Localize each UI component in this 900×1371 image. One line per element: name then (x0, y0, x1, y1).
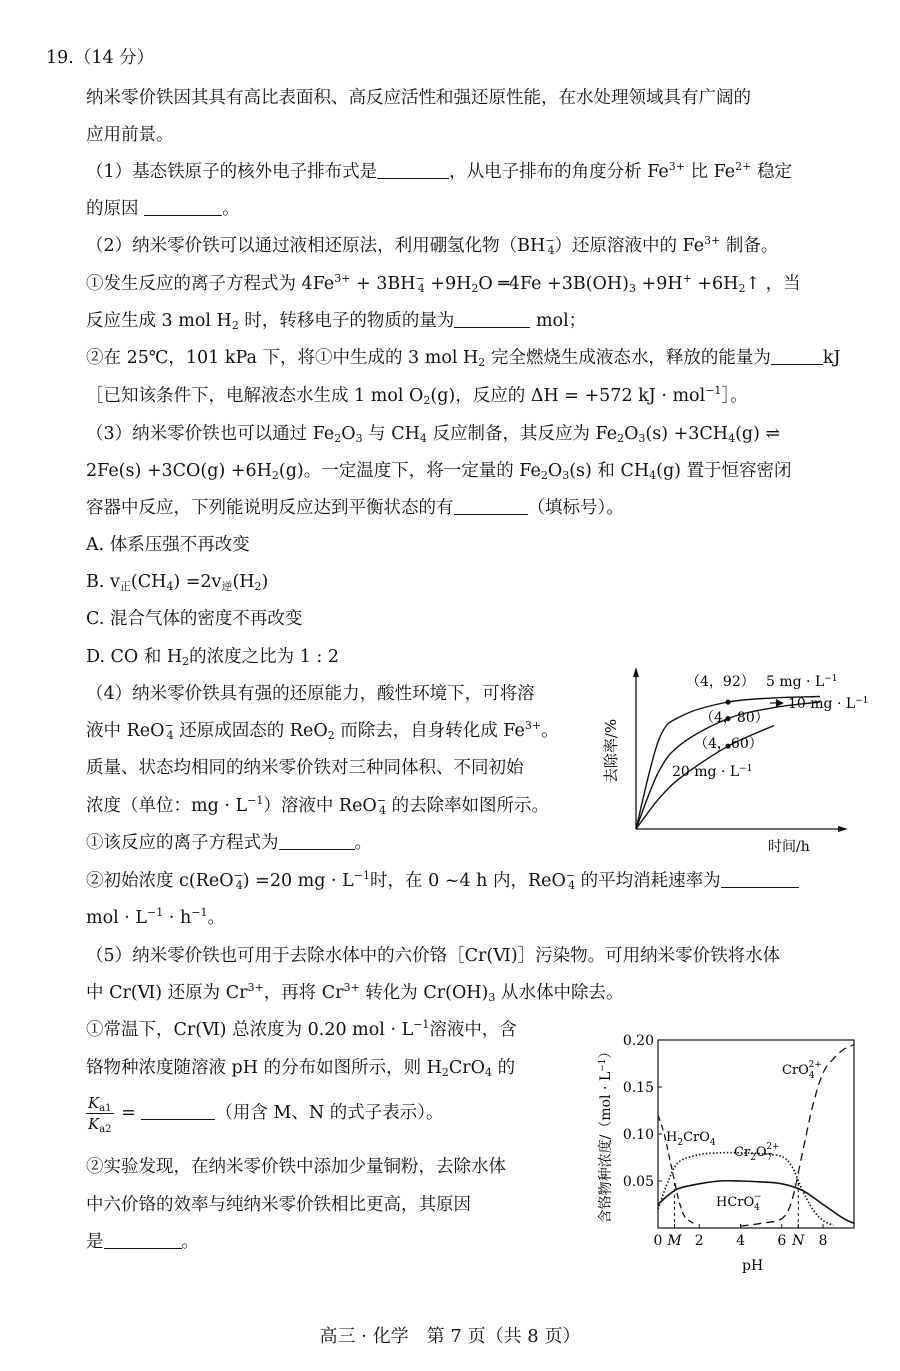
option-c: C. 混合气体的密度不再改变 (86, 609, 303, 629)
part5-line-4: 铬物种浓度随溶液 pH 的分布如图所示，则 $H_2CrO_4$ 的 (86, 1058, 516, 1079)
part5-fraction-line: $\frac{K_{a1}}{K_{a2}}$ = （用含 M、N 的式子表示）。 (88, 1094, 444, 1135)
point-curve-5mg-t4 (725, 699, 730, 704)
removal-rate-chart (600, 665, 870, 865)
part4-line-5: ①该反应的离子方程式为 。 (86, 833, 372, 853)
option-d: D. CO 和 $H_2$的浓度之比为 1 : 2 (86, 647, 340, 668)
chart2-xtick-label: 8 (818, 1233, 828, 1249)
part5-line-6: ②实验发现，在纳米零价铁中添加少量铜粉，去除水体 (86, 1157, 506, 1177)
chart2-label-cr2o7: $Cr_2O_72+$ (734, 1142, 780, 1163)
part5-line-2: 中 Cr(Ⅵ) 还原为 $Cr^{3+}$，再将 $Cr^{3+}$ 转化为 $Cr(OH)_3$ 从水体中除去。 (86, 981, 624, 1004)
chart2-xtick-label: 6 (777, 1233, 787, 1249)
ka-ratio: $\frac{K_{a1}}{K_{a2}}$ (88, 1094, 112, 1135)
chart1-xlabel: 时间/h (768, 839, 810, 855)
chart2-ylabel: 含铬物种浓度$/(mol \cdot L^{-1})$ (598, 1044, 614, 1224)
curve-hcro4 (658, 1181, 854, 1224)
part3-line-1: （3）纳米零价铁也可以通过 $Fe_2O_3$ 与 $CH_4$ 反应制备，其反应为 $Fe_2O_3(s) +3CH_4(g)$ ⇌ (86, 424, 781, 445)
chart2-ytick-label: 0.20 (622, 1033, 654, 1049)
chart2-label-cro4: CrO$_4$2+ (782, 1060, 822, 1081)
chart2-xtick-label: 2 (694, 1233, 704, 1249)
chart2-ytick-label: 0.15 (622, 1080, 654, 1096)
chart1-series-label-20: 20 mg · $L^{-1}$ (672, 764, 753, 780)
part1-line-1: （1）基态铁原子的核外电子排布式是 ，从电子排布的角度分析 $Fe^{3+}$ 比 $Fe^{2+}$ 稳定 (86, 160, 792, 182)
part2-line-5: ［已知该条件下，电解液态水生成 1 mol $O_2(g)$，反应的 ΔH = +572 kJ · mol$^{-1}$］。 (86, 384, 748, 407)
chart2-xtick-label: 4 (736, 1233, 745, 1249)
question-score: （14 分） (73, 48, 155, 68)
answer-blank-1b[interactable] (144, 199, 222, 216)
chart2-ytick-label: 0.10 (622, 1127, 654, 1143)
chromium-species-chart (588, 1030, 866, 1280)
answer-blank-3[interactable] (454, 498, 528, 515)
part5-line-8: 是 。 (86, 1232, 199, 1252)
part2-line-3: 反应生成 3 mol $H_2$ 时，转移电子的物质的量为 mol； (86, 311, 587, 332)
part4-line-3: 质量、状态均相同的纳米零价铁对三种同体积、不同初始 (86, 758, 524, 778)
chart1-ylabel: 去除率/% (602, 718, 620, 784)
part2-line-4: ②在 25℃，101 kPa 下，将①中生成的 3 mol $H_2$ 完全燃烧生成液态水，释放的能量为 kJ (86, 348, 841, 369)
chart2-ytick-label: 0.05 (622, 1174, 654, 1190)
answer-blank-2a[interactable] (454, 311, 530, 328)
chart1-x-arrow (838, 826, 848, 832)
chart1-series-label-5: 5 mg · $L^{-1}$ (766, 674, 838, 690)
intro-line-1: 纳米零价铁因其具有高比表面积、高反应活性和强还原性能，在水处理领域具有广阔的 (86, 88, 751, 108)
chart2-label-hcro4: HCrO$_4$− (716, 1192, 762, 1213)
part4-line-7: mol · $L^{-1} \cdot h^{-1}$。 (86, 906, 225, 928)
option-a: A. 体系压强不再改变 (86, 535, 250, 555)
chart1-ann-92: （4，92） (686, 674, 755, 690)
answer-blank-5a[interactable] (141, 1103, 215, 1120)
chart1-ann-60: （4，60） (694, 736, 763, 752)
part2-eq-line: ①发生反应的离子方程式为 $4Fe^{3+} + 3BH^-_4 +9H_2O$ ═4Fe $+3B(OH)_3 +9H^+$ $+6H_2↑$ ，当 (86, 272, 801, 295)
chart2-xtick-label: N (792, 1233, 805, 1249)
chart2-xtick-label: M (667, 1233, 682, 1249)
question-number: 19. (46, 48, 74, 68)
answer-blank-4a[interactable] (279, 833, 355, 850)
chart1-y-arrow (633, 667, 639, 677)
part3-line-3: 容器中反应，下列能说明反应达到平衡状态的有 （填标号）。 (86, 498, 624, 518)
chart2-xtick-label: 0 (653, 1233, 663, 1249)
curve-cr2o7 (658, 1153, 833, 1226)
chart1-series-label-10: 10 mg · $L^{-1}$ (788, 696, 869, 712)
answer-blank-5b[interactable] (104, 1232, 182, 1249)
answer-blank-2b[interactable] (771, 348, 823, 365)
part5-line-3: ①常温下，Cr(Ⅵ) 总浓度为 0.20 mol · $L^{-1}$溶液中，含 (86, 1018, 517, 1040)
part4-line-6: ②初始浓度 c(ReO−$_4$) =20 mg · $L^{-1}$时，在 0 ~4 h 内，ReO−$_4$ 的平均消耗速率为 (86, 869, 799, 893)
intro-line-2: 应用前景。 (86, 125, 174, 145)
part4-line-2: 液中 ReO−$_4$ 还原成固态的 ReO$_2$ 而除去，自身转化成 $Fe^{3+}$。 (86, 719, 559, 742)
part2-line-1: （2）纳米零价铁可以通过液相还原法，利用硼氢化物$(BH^-_4)$还原溶液中的 $Fe^{3+}$ 制备。 (86, 234, 779, 257)
part5-line-7: 中六价铬的效率与纯纳米零价铁相比更高，其原因 (86, 1195, 471, 1215)
chart1-ann-80: （4，80） (700, 710, 769, 726)
chart2-label-h2cro4: $H_2CrO_4$ (666, 1130, 716, 1148)
page-footer: 高三 · 化学 第 7 页（共 8 页） (319, 1326, 581, 1347)
option-b: B. $v_正(CH_4) =2v_逆(H_2)$ (86, 572, 269, 593)
part5-line-1: （5）纳米零价铁也可用于去除水体中的六价铬［Cr(Ⅵ)］污染物。可用纳米零价铁将水体 (86, 946, 781, 966)
answer-blank-1a[interactable] (377, 162, 449, 179)
chart2-xlabel: pH (742, 1258, 764, 1274)
part4-line-4: 浓度（单位：mg · $L^{-1}$）溶液中 ReO−$_4$ 的去除率如图所示。 (86, 794, 550, 817)
part1-line-2: 的原因 。 (86, 199, 240, 219)
answer-blank-4b[interactable] (721, 871, 799, 888)
question-header (46, 46, 154, 70)
part4-line-1: （4）纳米零价铁具有强的还原能力，酸性环境下，可将溶 (86, 684, 535, 704)
part3-line-2: $2Fe(s) +3CO(g) +6H_2(g)$。一定温度下，将一定量的 $Fe_2O_3(s)$ 和 $CH_4(g)$ 置于恒容密闭 (86, 461, 792, 482)
